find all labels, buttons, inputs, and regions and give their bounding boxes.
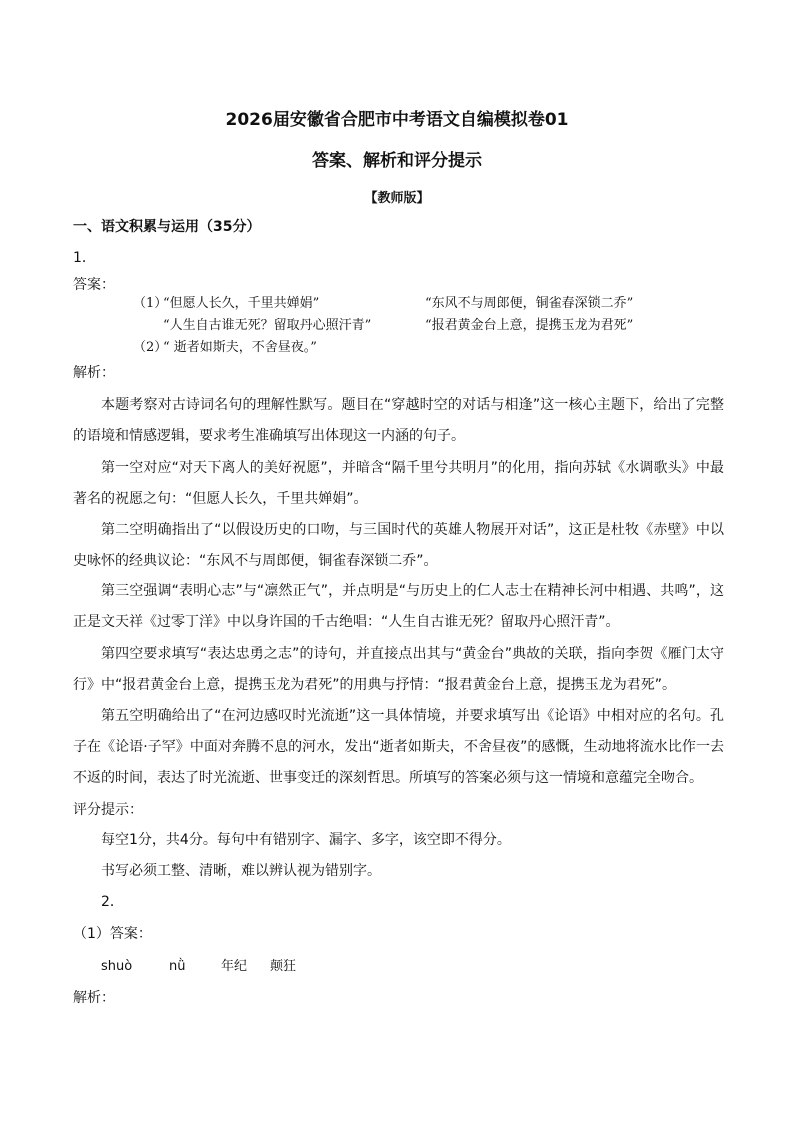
question-number: 2． [101, 894, 124, 910]
pinyin-answer: nǜ [169, 959, 186, 974]
analysis-paragraph: 本题考察对古诗词名句的理解性默写。题目在“穿越时空的对话与相逢”这一核心主题下，给出了完整的语境和情感逻辑，要求考生准确填写出体现这一内涵的句子。 [73, 397, 724, 444]
word-answer: 颠狂 [270, 959, 297, 974]
scoring-line: 每空1分，共4分。每句中有错别字、漏字、多字，该空即不得分。 [101, 832, 511, 848]
answer-2-right: “报君黄金台上意，提携玉龙为君死” [425, 318, 634, 333]
scoring-label: 评分提示： [73, 802, 143, 818]
document-title: 2026届安徽省合肥市中考语文自编模拟卷01 [225, 110, 569, 130]
section-heading: 一、语文积累与运用（35分） [73, 219, 261, 235]
analysis-label: 解析： [73, 365, 115, 381]
analysis-label: 解析： [73, 990, 115, 1006]
analysis-paragraph: 第二空明确指出了“以假设历史的口吻，与三国时代的英雄人物展开对话”，这正是杜牧《赤壁》中以史咏怀的经典议论：“东风不与周郎便，铜雀春深锁二乔”。 [73, 522, 724, 569]
answer-3-text: “ 逝者如斯夫，不舍昼夜。” [163, 340, 317, 355]
answer-label: 答案： [73, 277, 115, 293]
pinyin-answer: shuò [101, 959, 133, 974]
word-answer: 年纪 [221, 959, 248, 974]
edition-label: 【教师版】 [364, 191, 430, 206]
sub-answer-label: （1）答案： [73, 926, 152, 942]
answer-3-prefix: （2） [133, 340, 168, 355]
scoring-line: 书写必须工整、清晰，难以辨认视为错别字。 [101, 863, 381, 879]
document-subtitle: 答案、解析和评分提示 [312, 151, 482, 171]
analysis-paragraph: 第四空要求填写“表达忠勇之志”的诗句，并直接点出其与“黄金台”典故的关联，指向李贺《雁门太守行》中“报君黄金台上意，提携玉龙为君死”的用典与抒情：“报君黄金台上意，提携玉龙为君死”。 [73, 646, 724, 693]
analysis-paragraph: 第三空强调“表明心志”与“凛然正气”，并点明是“与历史上的仁人志士在精神长河中相遇、共鸣”，这正是文天祥《过零丁洋》中以身许国的千古绝唱：“人生自古谁无死？留取丹心照汗青”。 [73, 583, 724, 630]
answer-1-left: “但愿人长久，千里共婵娟” [163, 296, 320, 311]
analysis-paragraph: 第一空对应“对天下离人的美好祝愿”，并暗含“隔千里兮共明月”的化用，指向苏轼《水调歌头》中最著名的祝愿之句：“但愿人长久，千里共婵娟”。 [73, 460, 724, 507]
question-number: 1． [73, 250, 96, 266]
answer-1-right: “东风不与周郎便，铜雀春深锁二乔” [425, 296, 634, 311]
analysis-paragraph: 第五空明确给出了“在河边感叹时光流逝”这一具体情境，并要求填写出《论语》中相对应的名句。孔子在《论语·子罕》中面对奔腾不息的河水，发出“逝者如斯夫，不舍昼夜”的感慨，生动地将流水比作一去不返的时间，表达了时光流逝、世事变迁的深刻哲思。所填写的答案必须与这一情境和意蕴完全吻合。 [73, 708, 724, 786]
answer-2-left: “人生自古谁无死？留取丹心照汗青” [163, 318, 372, 333]
answer-1-prefix: （1） [133, 296, 168, 311]
